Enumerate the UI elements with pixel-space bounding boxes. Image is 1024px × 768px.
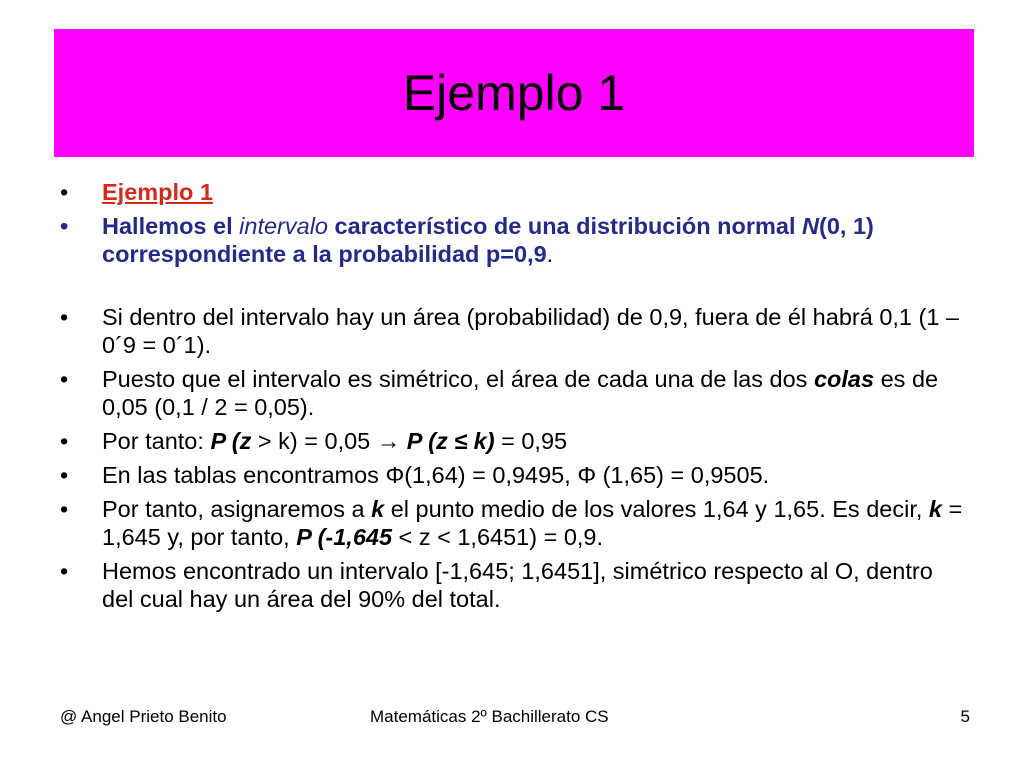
bullet-list: [60, 178, 970, 619]
bullet-tails: • Puesto que el intervalo es simétrico, el área de cada una de las dos colas es de 0,05 (0,1 / 2 = 0,05).: [60, 365, 970, 421]
footer-course: Matemáticas 2º Bachillerato CS: [370, 707, 609, 726]
bullet-probability-equation: • Por tanto: P (z > k) = 0,05 → P (z ≤ k) = 0,95: [60, 427, 970, 455]
bullet-midpoint: • Por tanto, asignaremos a k el punto medio de los valores 1,64 y 1,65. Es decir, k = 1,645 y, por tanto, P (-1,645 < z < 1,6451) = 0,9.: [60, 495, 970, 551]
footer-page-number: 5: [960, 707, 970, 726]
bullet-complement-area: • Si dentro del intervalo hay un área (probabilidad) de 0,9, fuera de él habrá 0,1 (1 – 0´9 = 0´1).: [60, 303, 970, 359]
example-heading: Ejemplo 1: [102, 179, 214, 205]
arrow-icon: →: [376, 428, 401, 454]
bullet-heading: [60, 178, 970, 206]
bullet-problem-statement: • Hallemos el intervalo característico de una distribución normal N(0, 1) correspondiente a la probabilidad p=0,9.: [60, 212, 970, 268]
title-banner: [54, 29, 974, 157]
slide-title: Ejemplo 1: [402, 65, 626, 121]
footer-author: @ Angel Prieto Benito: [60, 707, 227, 726]
bullet-tables: • En las tablas encontramos Φ(1,64) = 0,9495, Φ (1,65) = 0,9505.: [60, 461, 970, 489]
bullet-conclusion: • Hemos encontrado un intervalo [-1,645; 1,6451], simétrico respecto al O, dentro del cual hay un área del 90% del total.: [60, 557, 970, 613]
